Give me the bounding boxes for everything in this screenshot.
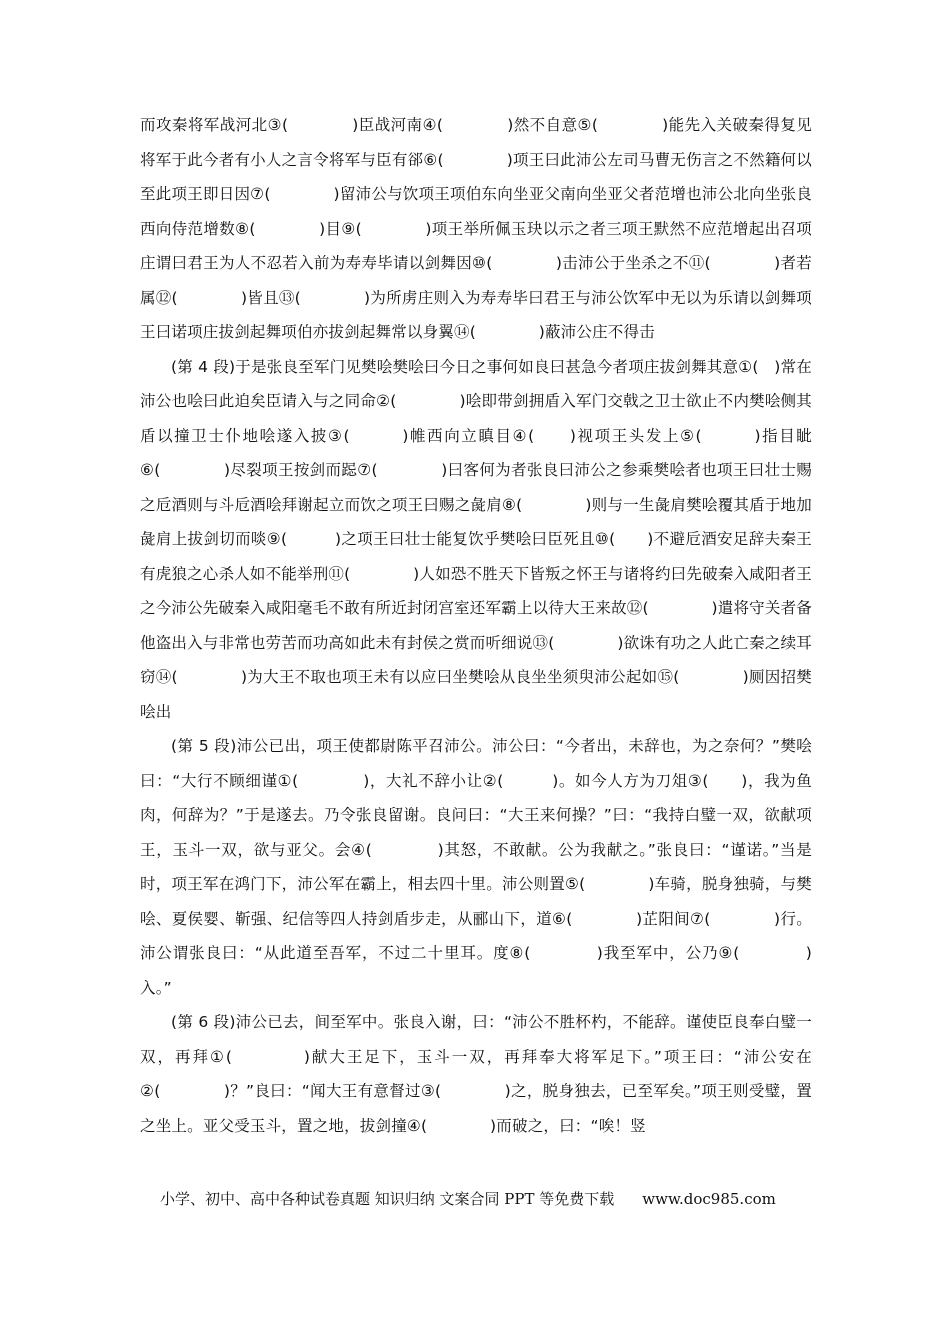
paragraph-continued: 而攻秦将军战河北③( )臣战河南④( )然不自意⑤( )能先入关破秦得复见将军于此今者有小人之言令将军与臣有郤⑥( )项王曰此沛公左司马曹无伤言之不然籍何以至此项王即日因⑦( )留沛公与饮项王项伯东向坐亚父南向坐亚父者范增也沛公北向坐张良西向侍范增数⑧( )目⑨( )项王举所佩玉玦以示之者三项王默然不应范增起出召项庄谓曰君王为人不忍若入前为寿寿毕请以剑舞因⑩( )击沛公于坐杀之不⑪( )者若属⑫( )皆且⑬( )为所虏庄则入为寿寿毕曰君王与沛公饮军中无以为乐请以剑舞项王曰诺项庄拔剑起舞项伯亦拔剑起舞常以身翼⑭( )蔽沛公庄不得击: [140, 116, 812, 341]
paragraph-section-4: (第 4 段)于是张良至军门见樊哙樊哙曰今日之事何如良曰甚急今者项庄拔剑舞其意①( )常在沛公也哙曰此迫矣臣请入与之同命②( )哙即带剑拥盾入军门交戟之卫士欲止不内樊哙侧其盾以撞卫士仆地哙遂入披③( )帷西向立瞋目④( )视项王头发上⑤( )指目眦⑥( )尽裂项王按剑而跽⑦( )曰客何为者张良曰沛公之参乘樊哙者也项王曰壮士赐之卮酒则与斗卮酒哙拜谢起立而饮之项王曰赐之彘肩⑧( )则与一生彘肩樊哙覆其盾于地加彘肩上拔剑切而啖⑨( )之项王曰壮士能复饮乎樊哙曰臣死且⑩( )不避卮酒安足辞夫秦王有虎狼之心杀人如不能举刑⑪( )人如恐不胜天下皆叛之怀王与诸将约曰先破秦入咸阳者王之今沛公先破秦入咸阳毫毛不敢有所近封闭宫室还军霸上以待大王来故⑫( )遣将守关者备他盗出入与非常也劳苦而功高如此未有封侯之赏而听细说⑬( )欲诛有功之人此亡秦之续耳窃⑭( )为大王不取也项王未有以应曰坐樊哙从良坐坐须臾沛公起如⑮( )厕因招樊哙出: [140, 357, 812, 721]
footer-text: 小学、初中、高中各种试卷真题 知识归纳 文案合同 PPT 等免费下载: [160, 1190, 615, 1208]
paragraph-section-6: (第 6 段)沛公已去，间至军中。张良入谢，曰：“沛公不胜杯杓，不能辞。谨使臣良奉白璧一双，再拜①( )献大王足下，玉斗一双，再拜奉大将军足下。”项王曰：“沛公安在②( )？”良曰：“闻大王有意督过③( )之，脱身独去，已至军矣。”项王则受璧，置之坐上。亚父受玉斗，置之地，拔剑撞④( )而破之，曰：“唉！竖: [140, 1013, 812, 1135]
footer-url[interactable]: www.doc985.com: [642, 1190, 776, 1208]
page-footer: [160, 1188, 810, 1209]
document-body: [140, 108, 812, 1143]
paragraph-section-5: (第 5 段)沛公已出，项王使都尉陈平召沛公。沛公曰：“今者出，未辞也，为之奈何？”樊哙曰：“大行不顾细谨①( )，大礼不辞小让②( )。如今人方为刀俎③( )，我为鱼肉，何辞为？”于是遂去。乃令张良留谢。良问曰：“大王来何操？”曰：“我持白璧一双，欲献项王，玉斗一双，欲与亚父。会④( )其怒，不敢献。公为我献之。”张良曰：“谨诺。”当是时，项王军在鸿门下，沛公军在霸上，相去四十里。沛公则置⑤( )车骑，脱身独骑，与樊哙、夏侯婴、靳强、纪信等四人持剑盾步走，从郦山下，道⑥( )芷阳间⑦( )行。沛公谓张良曰：“从此道至吾军，不过二十里耳。度⑧( )我至军中，公乃⑨( )入。”: [140, 737, 812, 997]
